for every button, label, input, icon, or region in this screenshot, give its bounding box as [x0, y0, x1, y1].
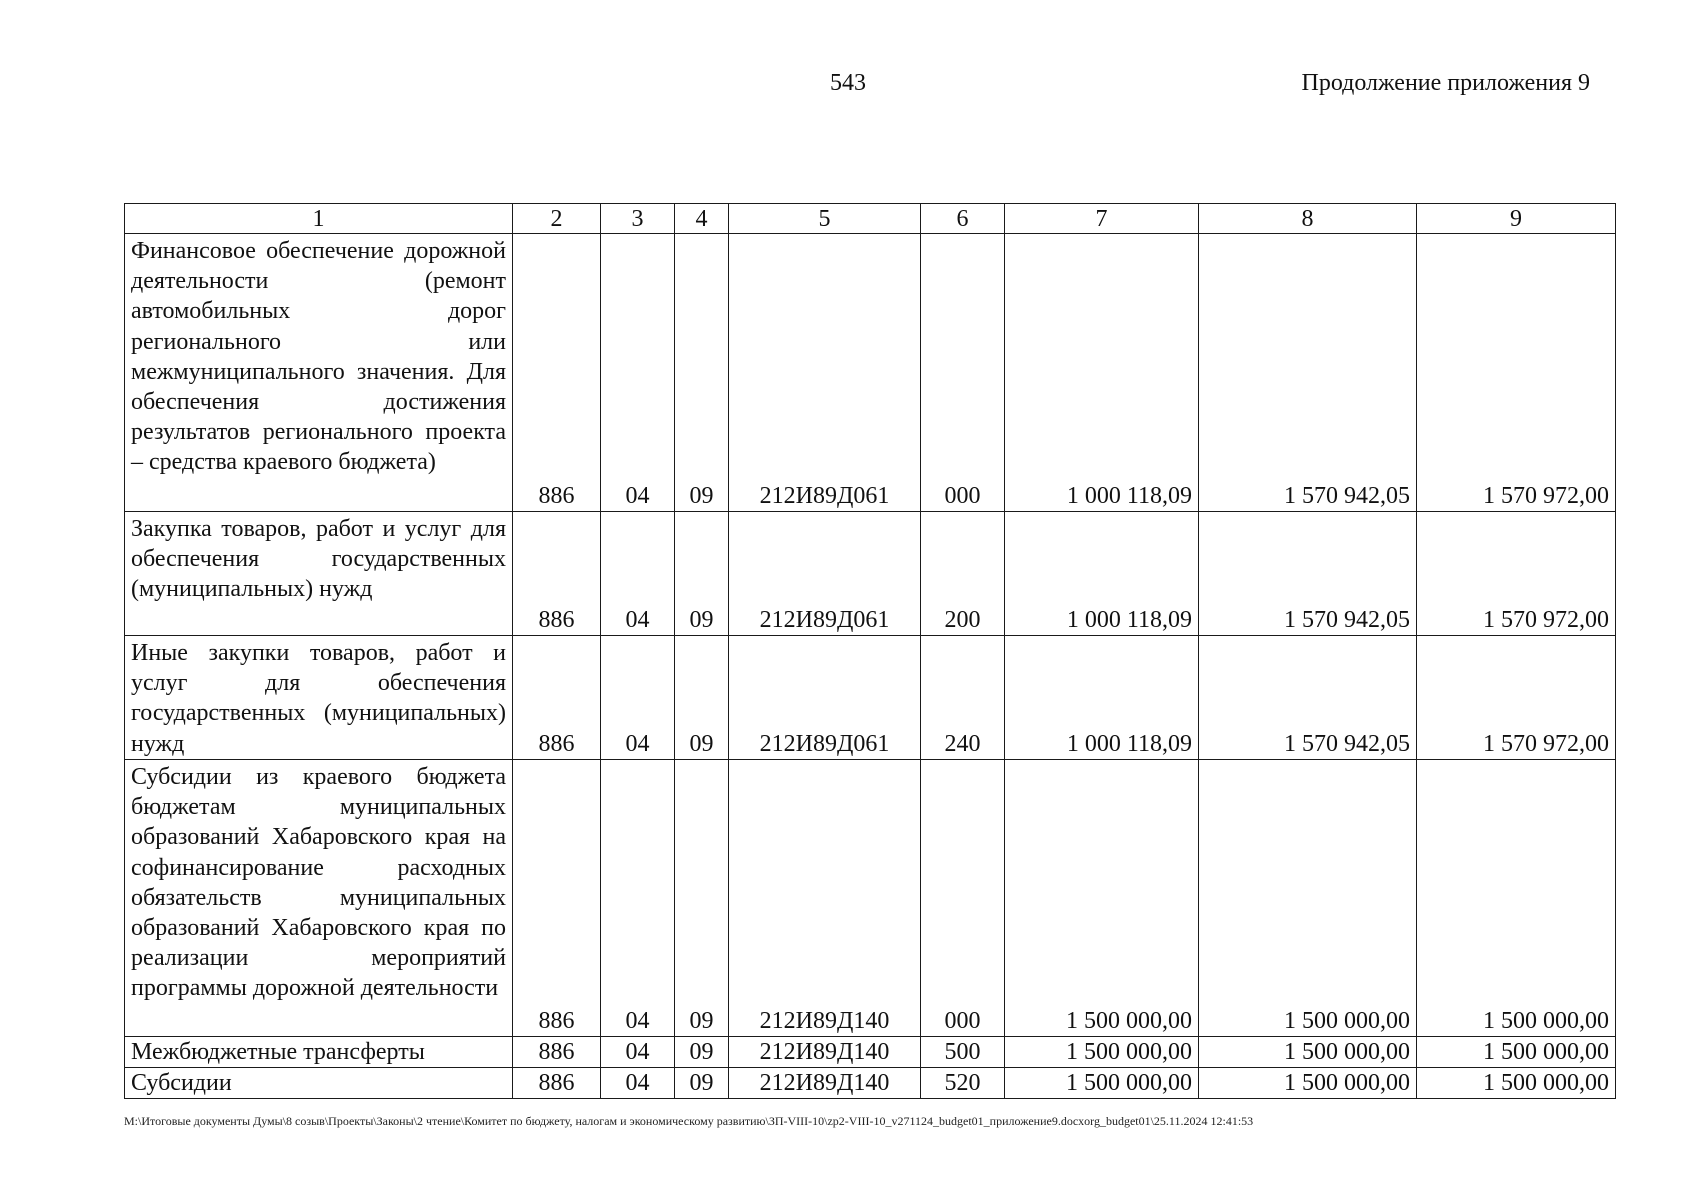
appendix-continuation-label: Продолжение приложения 9 [1301, 70, 1590, 96]
column-number: 5 [729, 204, 921, 234]
table-row [125, 1068, 1616, 1099]
cell-section: 04 [601, 760, 675, 1037]
document-file-path: M:\Итоговые документы Думы\8 созыв\Проекты\Законы\2 чтение\Комитет по бюджету, налогам и экономическому развитию\ЗП-VIII-10\zp2-VIII-10_v271124_budget01_приложение9.docxorg_budget01\25.11.2024 12:41:53 [124, 1114, 1254, 1128]
cell-expense-type: 520 [921, 1068, 1005, 1099]
cell-target-article: 212И89Д140 [729, 760, 921, 1037]
cell-ministry-code: 886 [513, 636, 601, 760]
cell-amount-col7: 1 500 000,00 [1005, 760, 1199, 1037]
column-number-row [125, 204, 1616, 234]
cell-amount-col7: 1 000 118,09 [1005, 636, 1199, 760]
row-description: Иные закупки товаров, работ и услуг для обеспечения государственных (муниципальных) нужд [125, 636, 513, 760]
cell-ministry-code: 886 [513, 760, 601, 1037]
cell-ministry-code: 886 [513, 234, 601, 512]
cell-target-article: 212И89Д140 [729, 1037, 921, 1068]
cell-subsection: 09 [675, 636, 729, 760]
cell-amount-col8: 1 500 000,00 [1199, 1037, 1417, 1068]
column-number: 8 [1199, 204, 1417, 234]
cell-subsection: 09 [675, 760, 729, 1037]
cell-amount-col8: 1 500 000,00 [1199, 1068, 1417, 1099]
cell-ministry-code: 886 [513, 1037, 601, 1068]
cell-ministry-code: 886 [513, 512, 601, 636]
cell-ministry-code: 886 [513, 1068, 601, 1099]
cell-section: 04 [601, 1037, 675, 1068]
cell-target-article: 212И89Д061 [729, 234, 921, 512]
cell-amount-col7: 1 500 000,00 [1005, 1068, 1199, 1099]
cell-expense-type: 000 [921, 234, 1005, 512]
cell-amount-col8: 1 570 942,05 [1199, 234, 1417, 512]
cell-amount-col9: 1 500 000,00 [1417, 1037, 1616, 1068]
cell-section: 04 [601, 636, 675, 760]
cell-expense-type: 000 [921, 760, 1005, 1037]
cell-amount-col7: 1 000 118,09 [1005, 512, 1199, 636]
page-number: 543 [830, 70, 866, 96]
column-number: 2 [513, 204, 601, 234]
cell-amount-col9: 1 570 972,00 [1417, 512, 1616, 636]
cell-amount-col9: 1 500 000,00 [1417, 760, 1616, 1037]
cell-subsection: 09 [675, 512, 729, 636]
cell-amount-col7: 1 500 000,00 [1005, 1037, 1199, 1068]
cell-section: 04 [601, 512, 675, 636]
cell-section: 04 [601, 234, 675, 512]
column-number: 3 [601, 204, 675, 234]
cell-amount-col8: 1 500 000,00 [1199, 760, 1417, 1037]
cell-subsection: 09 [675, 1037, 729, 1068]
cell-amount-col7: 1 000 118,09 [1005, 234, 1199, 512]
table-row [125, 1037, 1616, 1068]
table-row [125, 636, 1616, 760]
column-number: 1 [125, 204, 513, 234]
cell-amount-col8: 1 570 942,05 [1199, 636, 1417, 760]
cell-subsection: 09 [675, 1068, 729, 1099]
column-number: 4 [675, 204, 729, 234]
cell-target-article: 212И89Д061 [729, 636, 921, 760]
table-row [125, 512, 1616, 636]
budget-table [124, 203, 1616, 1099]
row-description: Субсидии из краевого бюджета бюджетам муниципальных образований Хабаровского края на софинансирование расходных обязательств муниципальных образований Хабаровского края по реализации мероприятий программы дорожной деятельности [125, 760, 513, 1037]
cell-amount-col9: 1 500 000,00 [1417, 1068, 1616, 1099]
cell-target-article: 212И89Д140 [729, 1068, 921, 1099]
cell-expense-type: 240 [921, 636, 1005, 760]
row-description: Межбюджетные трансферты [125, 1037, 513, 1068]
cell-expense-type: 200 [921, 512, 1005, 636]
table-row [125, 760, 1616, 1037]
cell-expense-type: 500 [921, 1037, 1005, 1068]
cell-target-article: 212И89Д061 [729, 512, 921, 636]
row-description: Финансовое обеспечение дорожной деятельности (ремонт автомобильных дорог регионального или межмуниципального значения. Для обеспечения достижения результатов регионального проекта – средства краевого бюджета) [125, 234, 513, 512]
row-description: Закупка товаров, работ и услуг для обеспечения государственных (муниципальных) нужд [125, 512, 513, 636]
cell-section: 04 [601, 1068, 675, 1099]
cell-subsection: 09 [675, 234, 729, 512]
table-row [125, 234, 1616, 512]
row-description: Субсидии [125, 1068, 513, 1099]
column-number: 6 [921, 204, 1005, 234]
column-number: 7 [1005, 204, 1199, 234]
cell-amount-col8: 1 570 942,05 [1199, 512, 1417, 636]
cell-amount-col9: 1 570 972,00 [1417, 636, 1616, 760]
column-number: 9 [1417, 204, 1616, 234]
cell-amount-col9: 1 570 972,00 [1417, 234, 1616, 512]
